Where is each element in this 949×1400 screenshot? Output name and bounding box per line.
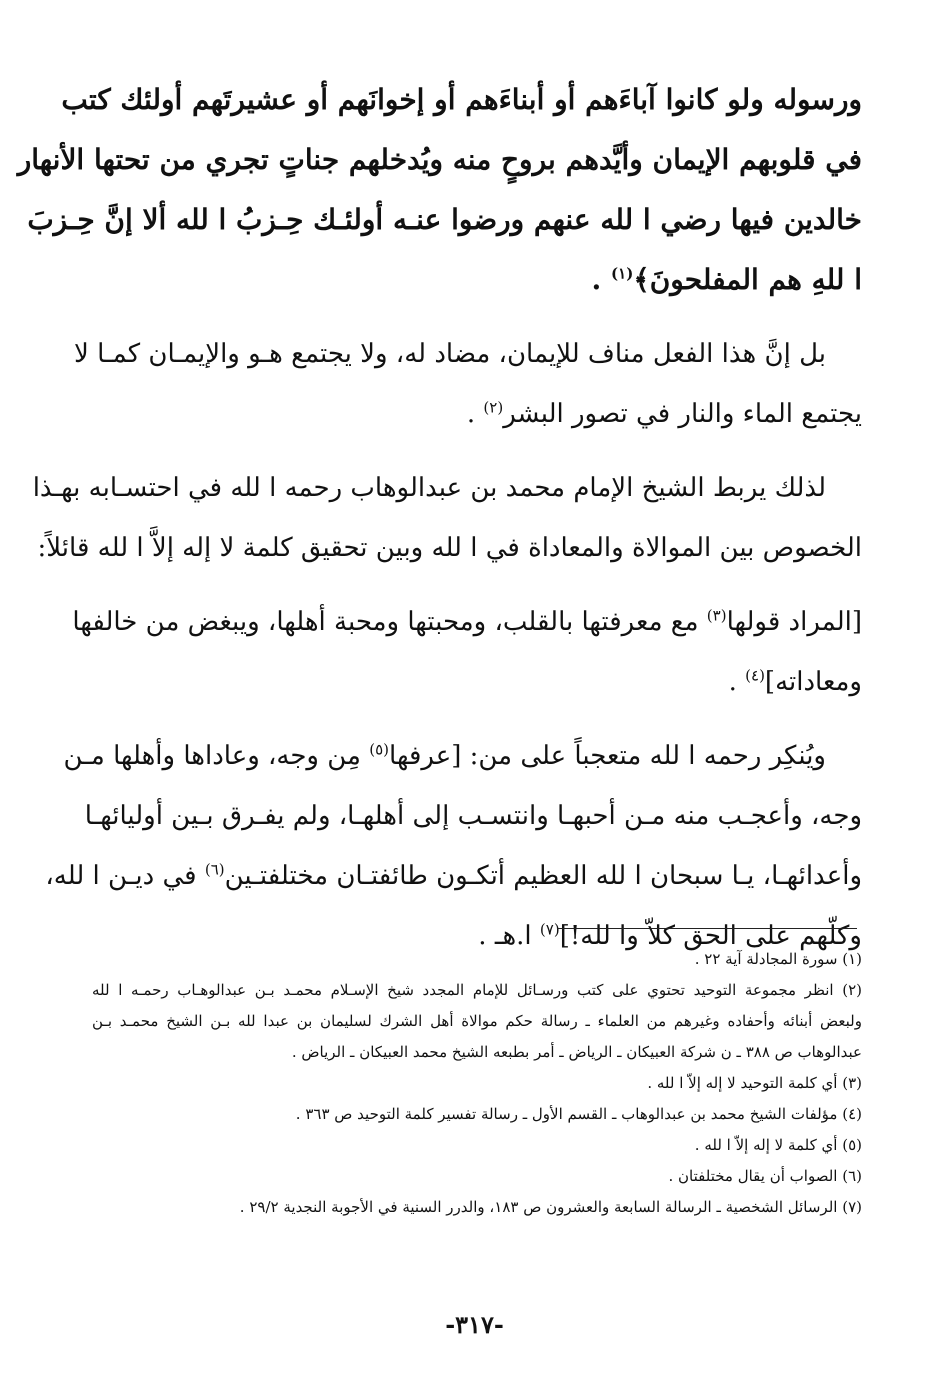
footnote-4 bbox=[92, 1099, 862, 1130]
footnote-3 bbox=[92, 1068, 862, 1099]
footnote-ref-4[interactable]: (٤) bbox=[745, 666, 765, 685]
paragraph-3-line-1-start: [المراد قولها bbox=[726, 607, 862, 637]
footnote-3-text: (٣) أي كلمة التوحيد لا إله إلاّ ا لله . bbox=[647, 1074, 862, 1092]
paragraph-4-line-1-start: ويُنكِر رحمه ا لله متعجباً على من: [عرفها bbox=[389, 741, 826, 771]
paragraph-3-end: . bbox=[728, 667, 746, 697]
paragraph-1-line-2-text: يجتمع الماء والنار في تصور البشر bbox=[503, 399, 862, 429]
paragraph-4-line-4-start: وكلّهم على الحق كلاّ وا لله!] bbox=[559, 921, 862, 951]
footnote-ref-1[interactable]: (١) bbox=[611, 264, 634, 283]
footnote-1 bbox=[92, 944, 862, 975]
footnote-separator bbox=[557, 928, 857, 929]
paragraph-2 bbox=[32, 458, 862, 578]
footnote-2-line-1: (٢) انظر مجموعة التوحيد تحتوي على كتب ورسـائل للإمام المجدد شيخ الإسـلام محمـد بـن عبدالوهـاب رحمـه ا لله bbox=[92, 981, 862, 999]
verse-line-4-end: . bbox=[591, 263, 612, 296]
paragraph-4 bbox=[45, 726, 862, 966]
main-text bbox=[17, 70, 862, 966]
paragraph-1-line-1: بل إنَّ هذا الفعل مناف للإيمان، مضاد له، ولا يجتمع هـو والإيمـان كمـا لا bbox=[74, 339, 826, 369]
footnote-ref-7[interactable]: (٧) bbox=[539, 920, 560, 939]
footnote-ref-6[interactable]: (٦) bbox=[204, 860, 225, 879]
paragraph-3-quote bbox=[72, 592, 862, 712]
footnote-4-text: (٤) مؤلفات الشيخ محمد بن عبدالوهاب ـ القسم الأول ـ رسالة تفسير كلمة التوحيد ص ٣٦٣ . bbox=[295, 1105, 862, 1123]
footnote-2-line-3: عبدالوهاب ص ٣٨٨ ـ ن شركة العبيكان ـ الرياض ـ أمر بطبعه الشيخ محمد العبيكان ـ الرياض . bbox=[291, 1043, 862, 1061]
paragraph-3-line-2 bbox=[92, 652, 862, 712]
paragraph-2-line-1: لذلك يربط الشيخ الإمام محمد بن عبدالوهاب رحمه ا لله في احتسـابه بهـذا bbox=[32, 473, 826, 503]
paragraph-4-line-3 bbox=[45, 846, 862, 906]
footnote-2 bbox=[92, 975, 862, 1068]
paragraph-2-line-2: الخصوص بين الموالاة والمعاداة في ا لله وبين تحقيق كلمة لا إله إلاَّ ا لله قائلاً: bbox=[37, 533, 862, 563]
footnote-5-text: (٥) أي كلمة لا إله إلاّ ا لله . bbox=[694, 1136, 862, 1154]
paragraph-4-line-3-end: في ديـن ا لله، bbox=[45, 861, 205, 891]
footnote-7 bbox=[92, 1192, 862, 1223]
paragraph-4-line-2: وجه، وأعجـب منه مـن أحبهـا وانتسـب إلى أهلهـا، ولم يفـرق بـين أوليائهـا bbox=[84, 801, 862, 831]
footnote-6 bbox=[92, 1161, 862, 1192]
verse-line-4-text: ا للهِ هم المفلحونَ﴾ bbox=[633, 263, 862, 296]
paragraph-1 bbox=[74, 324, 862, 444]
paragraph-4-line-4-end: ا.هـ . bbox=[478, 921, 540, 951]
paragraph-1-line-2 bbox=[92, 384, 862, 444]
page-number: -٣١٧- bbox=[445, 1310, 504, 1339]
paragraph-4-line-3-start: وأعدائهـا، يـا سبحان ا لله العظيم أتكـون طائفتـان مختلفتـين bbox=[224, 861, 862, 891]
paragraph-3-line-1 bbox=[72, 592, 862, 652]
paragraph-3-line-1-end: مع معرفتها بالقلب، ومحبتها ومحبة أهلها، ويبغض من خالفها bbox=[72, 607, 707, 637]
footnotes-section bbox=[92, 944, 862, 1223]
paragraph-3-line-2-text: ومعاداته] bbox=[764, 667, 862, 697]
footnote-1-text: (١) سورة المجادلة آية ٢٢ . bbox=[694, 950, 862, 968]
footnote-6-text: (٦) الصواب أن يقال مختلفتان . bbox=[668, 1167, 862, 1185]
paragraph-1-end: . bbox=[466, 399, 484, 429]
footnote-ref-2[interactable]: (٢) bbox=[483, 398, 504, 417]
footnote-7-text: (٧) الرسائل الشخصية ـ الرسالة السابعة والعشرون ص ١٨٣، والدرر السنية في الأجوبة النجدية ٢٩/٢ . bbox=[239, 1198, 862, 1216]
footnote-2-line-2: ولبعض أبنائه وأحفاده وغيرهم من العلماء ـ رسالة حكم موالاة أهل الشرك لسليمان بن عبدا لله بـن الشيخ محمـد بـن bbox=[92, 1012, 862, 1030]
verse-line-4 bbox=[92, 250, 862, 310]
footnote-ref-5[interactable]: (٥) bbox=[369, 740, 390, 759]
footnote-ref-3[interactable]: (٣) bbox=[706, 606, 727, 625]
paragraph-4-line-1-end: مِن وجه، وعاداها وأهلها مـن bbox=[63, 741, 370, 771]
verse-line-1: ورسوله ولو كانوا آباءَهم أو أبناءَهم أو إخوانَهم أو عشيرتَهم أولئك كتب bbox=[61, 83, 862, 116]
verse-line-3: خالدين فيها رضي ا لله عنهم ورضوا عنـه أولئـك حِـزبُ ا لله ألا إنَّ حِـزبَ bbox=[27, 203, 862, 236]
verse-line-2: في قلوبهم الإيمان وأيَّدهم بروحٍ منه ويُدخلهم جناتٍ تجري من تحتها الأنهار bbox=[17, 143, 862, 176]
footnote-5 bbox=[92, 1130, 862, 1161]
quran-verse-block bbox=[17, 70, 862, 310]
paragraph-4-line-1 bbox=[63, 726, 862, 786]
